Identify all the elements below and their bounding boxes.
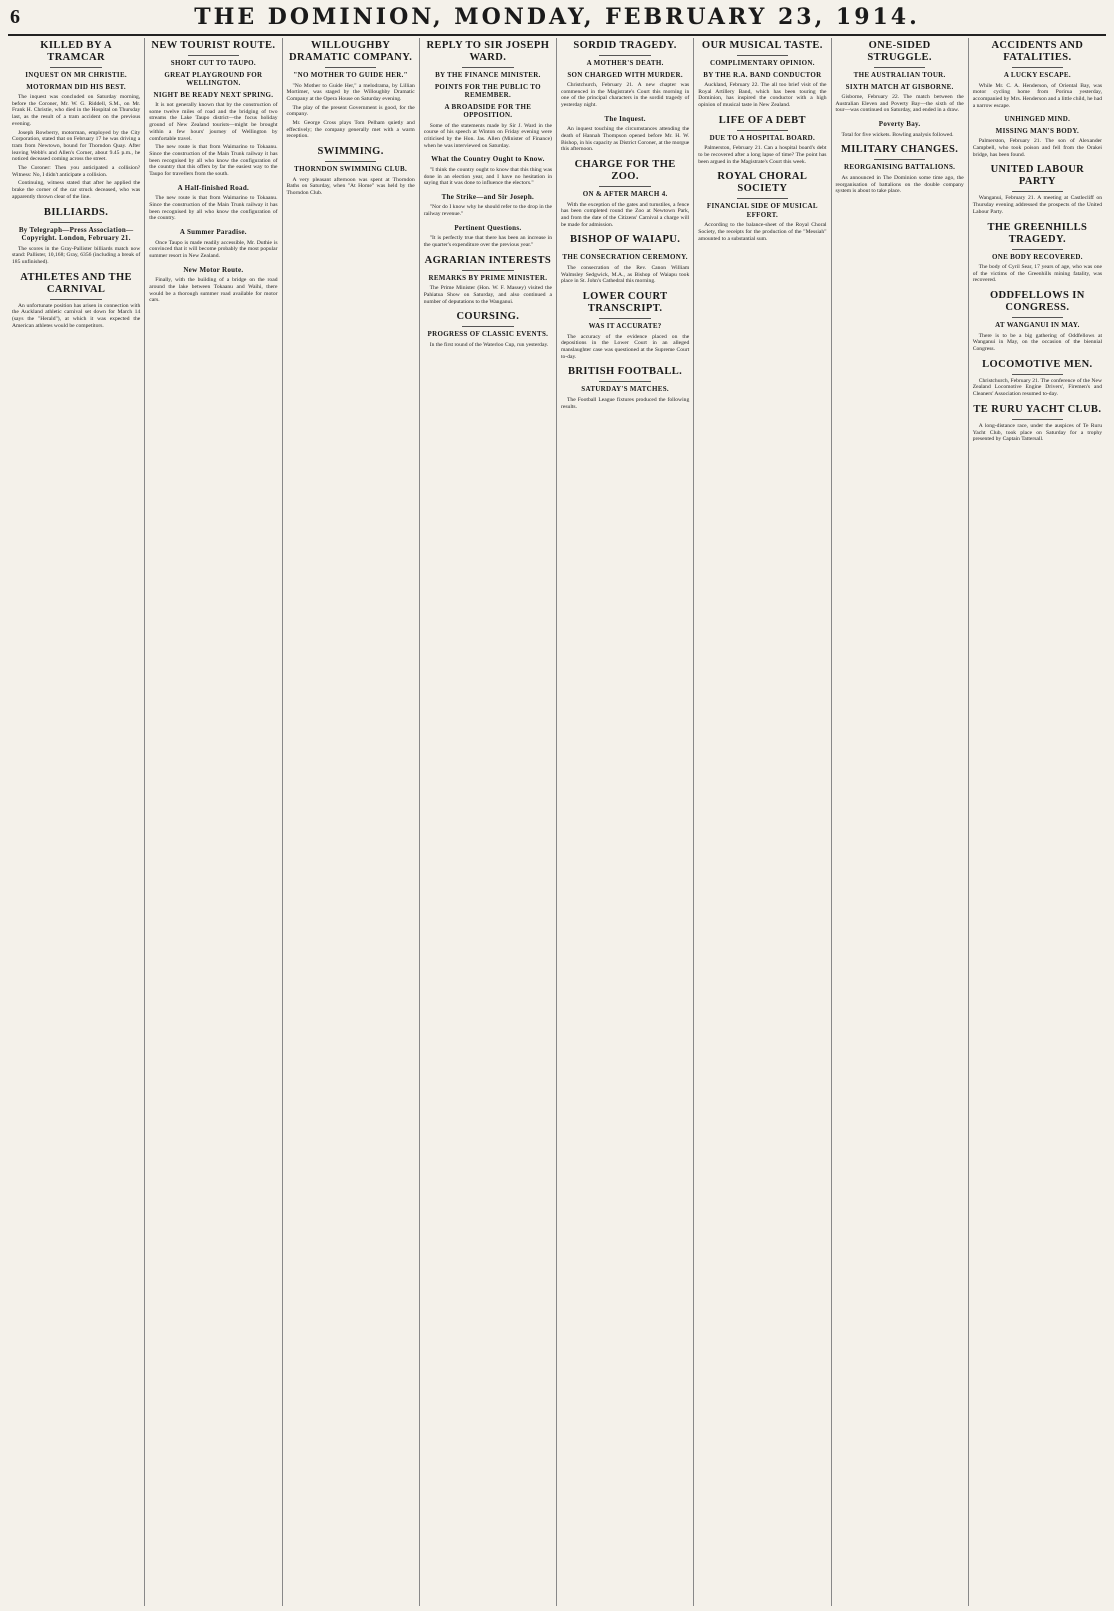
article xyxy=(973,115,1102,158)
subheading: SHORT CUT TO TAUPO. xyxy=(170,59,256,67)
article xyxy=(698,115,826,166)
column-6 xyxy=(694,38,831,1606)
article xyxy=(973,290,1102,353)
article-paragraph: According to the balance-sheet of the Royal Choral Society, the receipts for the production of the "Messiah" amounted to a substantial sum. xyxy=(698,222,827,242)
article xyxy=(973,222,1102,285)
subheading: SON CHARGED WITH MURDER. xyxy=(567,70,683,79)
subheading: A MOTHER'S DEATH. xyxy=(586,59,664,67)
article xyxy=(973,40,1102,109)
divider xyxy=(599,55,650,56)
divider xyxy=(1012,374,1064,375)
article xyxy=(424,311,552,348)
subheading: NIGHT BE READY NEXT SPRING. xyxy=(153,90,274,99)
divider xyxy=(874,159,925,160)
divider xyxy=(1012,191,1064,192)
subheading: By Telegraph—Press Association—Copyright. London, February 21. xyxy=(18,225,134,243)
article-paragraph: The body of Cyril Sear, 17 years of age, who was one of the victims of the Greenhills mining fatality, was recovered. xyxy=(972,264,1102,284)
article-paragraph: Some of the statements made by Sir J. Ward in the course of his speech at Winton on Friday evening were criticised by the Hon. Jas. Allen (Minister of Finance) when he was interviewed on Saturday. xyxy=(423,122,552,149)
divider xyxy=(599,318,650,319)
divider xyxy=(737,55,788,56)
article xyxy=(287,146,415,197)
subheading: "NO MOTHER TO GUIDE HER." xyxy=(293,71,408,79)
article xyxy=(561,115,689,153)
article-paragraph: The consecration of the Rev. Canon William Walmsley Sedgwick, M.A., as Bishop of Waiapu took place in St. John's Cathedral this morning. xyxy=(561,264,690,285)
article-paragraph: The Prime Minister (Hon. W. F. Massey) visited the Pahiatua Show on Saturday, and also continued a number of deputations to the Wanganui. xyxy=(423,285,552,305)
article xyxy=(149,266,277,304)
article-paragraph: Joseph Rowberry, motorman, employed by the City Corporation, stated that on February 17 he was driving a tram from Newtown, bound for Thorndon Quay. After leaving Webb's and Allen's Corner, about 9.45 p.m., he noticed deceased coming across the street. xyxy=(12,129,141,163)
article-paragraph: A very pleasant afternoon was spent at Thorndon Baths on Saturday, when "At Home" was held by the Thorndon Club. xyxy=(286,176,415,197)
article xyxy=(698,40,826,109)
headline: WILLOUGHBY DRAMATIC COMPANY. xyxy=(288,40,413,63)
column-8 xyxy=(969,38,1106,1606)
article-paragraph: The Football League fixtures produced the following results. xyxy=(561,396,690,410)
divider xyxy=(599,249,650,250)
divider xyxy=(325,161,376,162)
subheading: A Half-finished Road. xyxy=(177,183,250,192)
article xyxy=(12,272,140,330)
subheading: REMARKS BY PRIME MINISTER. xyxy=(428,273,548,282)
article xyxy=(561,291,689,360)
article xyxy=(287,40,415,140)
headline: AGRARIAN INTERESTS xyxy=(424,254,552,266)
headline: ROYAL CHORAL SOCIETY xyxy=(717,171,808,195)
headline: ODDFELLOWS IN CONGRESS. xyxy=(989,290,1085,314)
article xyxy=(836,144,964,195)
article-paragraph: Christchurch, February 21. A new chapter was commenced in the Magistrate's Court this morning in one of the principal characters in the sordid tragedy of yesterday night. xyxy=(561,82,690,109)
article-paragraph: Once Taupo is made readily accessible, Mr. Duthie is convinced that it will become probably the most popular summer resort in New Zealand. xyxy=(149,239,278,259)
column-2 xyxy=(145,38,282,1606)
subheading: New Motor Route. xyxy=(183,265,244,274)
divider xyxy=(599,381,650,382)
article-paragraph: As announced in The Dominion some time ago, the reorganisation of battalions on the double company system is about to take place. xyxy=(835,174,964,195)
article-paragraph: There is to be a big gathering of Oddfellows at Wanganui in May, on the occasion of the biennial Congress. xyxy=(972,332,1102,353)
article-paragraph: In the first round of the Waterloo Cup, run yesterday. xyxy=(429,341,549,348)
article-paragraph: Auckland, February 22. The all too brief visit of the Royal Artillery Band, which has been touring the Dominion, has inspired the conductor with a high opinion of musical taste in New Zealand. xyxy=(698,82,827,109)
headline: REPLY TO SIR JOSEPH WARD. xyxy=(426,40,550,63)
subheading: Poverty Bay. xyxy=(878,120,921,129)
article xyxy=(149,184,277,222)
subheading: The Strike—and Sir Joseph. xyxy=(441,192,535,201)
divider xyxy=(462,270,513,271)
headline: ATHLETES AND THE CARNIVAL xyxy=(20,271,132,295)
article xyxy=(561,159,689,228)
subheading: BY THE R.A. BAND CONDUCTOR xyxy=(703,70,822,79)
subheading: PROGRESS OF CLASSIC EVENTS. xyxy=(427,330,549,339)
headline: BILLIARDS. xyxy=(43,206,109,218)
headline: SWIMMING. xyxy=(317,146,384,158)
divider xyxy=(325,67,376,68)
headline: LOWER COURT TRANSCRIPT. xyxy=(582,291,668,315)
subheading: GREAT PLAYGROUND FOR WELLINGTON. xyxy=(164,70,263,87)
article xyxy=(424,255,552,306)
page-number: 6 xyxy=(10,6,20,28)
subheading: INQUEST ON MR CHRISTIE. xyxy=(25,71,127,79)
article xyxy=(149,40,277,178)
article xyxy=(424,40,552,149)
divider xyxy=(599,186,650,187)
newspaper-title: THE DOMINION, MONDAY, FEBRUARY 23, 1914. xyxy=(194,4,920,30)
article-paragraph: "Nor do I know why he should refer to the drop in the railway revenue." xyxy=(423,204,552,218)
subheading: AT WANGANUI IN MAY. xyxy=(995,321,1080,330)
subheading: ONE BODY RECOVERED. xyxy=(991,252,1083,261)
subheading: What the Country Ought to Know. xyxy=(431,155,545,164)
article xyxy=(836,40,964,114)
article xyxy=(698,171,826,242)
subheading: A LUCKY ESCAPE. xyxy=(1003,71,1071,79)
subheading: SATURDAY'S MATCHES. xyxy=(581,385,669,394)
divider xyxy=(50,222,101,223)
article xyxy=(973,404,1102,443)
article-paragraph: While Mr. C. A. Henderson, of Oriental Bay, was motor cycling home from Porirua yesterday, accompanied by Mrs. Henderson and a little child, he had a narrow escape. xyxy=(972,82,1102,109)
article-paragraph: "No Mother to Guide Her," a melodrama, by Lillian Mortimer, was staged by the Willoughby Dramatic Company at the Opera House on Saturday evening. xyxy=(286,82,415,102)
subheading: Pertinent Questions. xyxy=(454,223,522,232)
article xyxy=(973,359,1102,398)
article-paragraph: With the exception of the gates and turnstiles, a fence has been completed round the Zoo at Newtown Park, and from the date of the Citizens' Carnival a charge will be made for admission. xyxy=(561,201,690,228)
divider xyxy=(1012,249,1064,250)
article-paragraph: The new route is that from Waimarino to Tokaanu. Since the construction of the Main Trunk railway it has been recognised by all who know the configuration of the country. xyxy=(149,195,278,222)
subheading: THE AUSTRALIAN TOUR. xyxy=(853,71,946,79)
headline: LIFE OF A DEBT xyxy=(718,114,806,126)
subheading: COMPLIMENTARY OPINION. xyxy=(710,59,815,67)
subheading: ON & AFTER MARCH 4. xyxy=(582,190,668,199)
article xyxy=(561,366,689,410)
headline: COURSING. xyxy=(456,311,520,323)
headline: BRITISH FOOTBALL. xyxy=(568,366,683,378)
article xyxy=(12,207,140,266)
article-paragraph: The new route is that from Waimarino to Tokaanu. Since the construction of the Main Trunk railway it has been recognised by all who know the configuration of the country that this offers by far the easiest way to the Taupo for travellers from the south. xyxy=(149,144,278,178)
article xyxy=(424,193,552,218)
article-paragraph: Total for five wickets. Bowling analysis followed. xyxy=(841,131,954,138)
article xyxy=(561,234,689,285)
subheading: A Summer Paradise. xyxy=(179,228,247,237)
article-paragraph: The Coroner: Then you anticipated a collision? Witness: No, I didn't anticipate a collision. xyxy=(12,165,141,178)
article-paragraph: Wanganui, February 21. A meeting at Castlecliff on Thursday evening addressed the prospects of the United Labour Party. xyxy=(972,195,1102,215)
article-paragraph: "It is perfectly true that there has been an increase in the quarter's expenditure over the previous year." xyxy=(423,235,552,249)
subheading: THE CONSECRATION CEREMONY. xyxy=(562,253,688,262)
article-paragraph: It is not generally known that by the construction of some twelve miles of road and the bridging of two streams the Lake Taupo district—the focus holiday ground of New Zealand tourists—might be brought within a few hours' journey of Wellington by comfortable travel. xyxy=(149,102,278,142)
headline: BISHOP OF WAIAPU. xyxy=(569,234,681,246)
page-columns xyxy=(8,38,1106,1606)
article-paragraph: A long-distance race, under the auspices of Te Ruru Yacht Club, took place on Saturday for a trophy presented by Captain Tattersall. xyxy=(972,422,1102,443)
headline: ONE-SIDED STRUGGLE. xyxy=(867,40,932,63)
article xyxy=(561,40,689,109)
headline: THE GREENHILLS TRAGEDY. xyxy=(987,221,1088,245)
subheading: POINTS FOR THE PUBLIC TO REMEMBER. xyxy=(434,82,541,99)
article xyxy=(836,120,964,138)
article-paragraph: The play of the present Government is good, for the company. xyxy=(286,104,415,118)
headline: LOCOMOTIVE MEN. xyxy=(982,358,1093,370)
divider xyxy=(874,67,925,68)
article-paragraph: The accuracy of the evidence placed on the depositions in the Lower Court in an alleged manslaughter case was questioned at the Supreme Court to-day. xyxy=(561,333,690,360)
headline: MILITARY CHANGES. xyxy=(840,144,959,156)
article-paragraph: Palmerston, February 21. The son of Alexander Campbell, who took poison and fell from the Orakei bridge, has been found. xyxy=(972,138,1102,158)
article-paragraph: Mr. George Cross plays Tom Pelham quietly and effectively; the company generally met with a warm reception. xyxy=(286,120,415,140)
subheading: A BROADSIDE FOR THE OPPOSITION. xyxy=(444,102,532,119)
article-paragraph: Christchurch, February 21. The conference of the New Zealand Locomotive Engine Drivers', Firemen's and Cleaners' Association resumed to-day. xyxy=(972,377,1102,398)
subheading: DUE TO A HOSPITAL BOARD. xyxy=(709,133,816,142)
divider xyxy=(1012,317,1064,318)
divider xyxy=(737,130,788,131)
masthead xyxy=(8,4,1106,36)
article-paragraph: Gisborne, February 22. The match between the Australian Eleven and Poverty Bay—the sixth of the tour—was continued on Saturday, and ended in a draw. xyxy=(835,94,964,114)
subheading: REORGANISING BATTALIONS. xyxy=(844,163,956,172)
divider xyxy=(50,299,101,300)
divider xyxy=(1012,67,1064,68)
column-4 xyxy=(420,38,557,1606)
article-paragraph: The inquest was concluded on Saturday morning, before the Coroner, Mr. W. G. Riddell, S.M., on Mr. Frank H. Christie, who died in the Hospital on Thursday last, as the result of a tram accident on the previous evening. xyxy=(12,94,141,127)
divider xyxy=(462,326,513,327)
subheading: FINANCIAL SIDE OF MUSICAL EFFORT. xyxy=(706,202,818,219)
column-7 xyxy=(832,38,969,1606)
article xyxy=(973,164,1102,215)
headline: KILLED BY A TRAMCAR xyxy=(40,40,112,63)
headline: SORDID TRAGEDY. xyxy=(573,40,677,51)
article xyxy=(12,40,140,201)
article-paragraph: The scores in the Gray-Pallister billiards match now stand: Pallister, 10,168; Gray, 6356 (including a break of 185 unfinished). xyxy=(12,245,141,265)
divider xyxy=(737,198,788,199)
subheading: THORNDON SWIMMING CLUB. xyxy=(294,165,408,174)
headline: OUR MUSICAL TASTE. xyxy=(701,40,823,51)
headline: ACCIDENTS AND FATALITIES. xyxy=(991,40,1084,63)
article xyxy=(149,228,277,260)
divider xyxy=(462,67,513,68)
subheading: SIXTH MATCH AT GISBORNE. xyxy=(845,82,954,91)
article-paragraph: Finally, with the building of a bridge on the road around the lake between Tokaanu and Waihi, there would be a thorough summer road available for motor cars. xyxy=(149,277,278,304)
article-paragraph: An inquest touching the circumstances attending the death of Hannah Thompson opened before Mr. H. W. Bishop, in his capacity as District Coroner, at the morgue this afternoon. xyxy=(561,126,690,153)
article xyxy=(424,155,552,187)
column-3 xyxy=(283,38,420,1606)
article-paragraph: "I think the country ought to know that this thing was done in an election year, and I have no hesitation in saying that it was done to influence the electors." xyxy=(423,166,552,187)
article-paragraph: Palmerston, February 21. Can a hospital board's debt to be recovered after a long lapse of time? The point has been argued in the Magistrate's Court this week. xyxy=(698,145,827,165)
subheading: MISSING MAN'S BODY. xyxy=(995,126,1080,135)
column-5 xyxy=(557,38,694,1606)
subheading: UNHINGED MIND. xyxy=(1004,115,1071,124)
divider xyxy=(188,55,239,56)
article-paragraph: An unfortunate position has arisen in connection with the Auckland athletic carnival set down for March 14 (says the "Herald"), at which it was expected the American athletes would be competitors. xyxy=(12,302,141,329)
headline: CHARGE FOR THE ZOO. xyxy=(574,159,676,183)
headline: TE RURU YACHT CLUB. xyxy=(973,403,1102,415)
divider xyxy=(1012,419,1064,420)
divider xyxy=(50,67,101,68)
article-paragraph: Continuing, witness stated that after he applied the brake the corner of the car struck deceased, who was apparently thrown clear of the line. xyxy=(12,180,141,200)
column-1 xyxy=(8,38,145,1606)
headline: UNITED LABOUR PARTY xyxy=(990,164,1085,188)
subheading: MOTORMAN DID HIS BEST. xyxy=(26,82,126,91)
subheading: BY THE FINANCE MINISTER. xyxy=(435,71,541,79)
headline: NEW TOURIST ROUTE. xyxy=(151,40,276,51)
subheading: WAS IT ACCURATE? xyxy=(588,322,662,331)
subheading: The Inquest. xyxy=(604,114,646,123)
article xyxy=(424,224,552,249)
